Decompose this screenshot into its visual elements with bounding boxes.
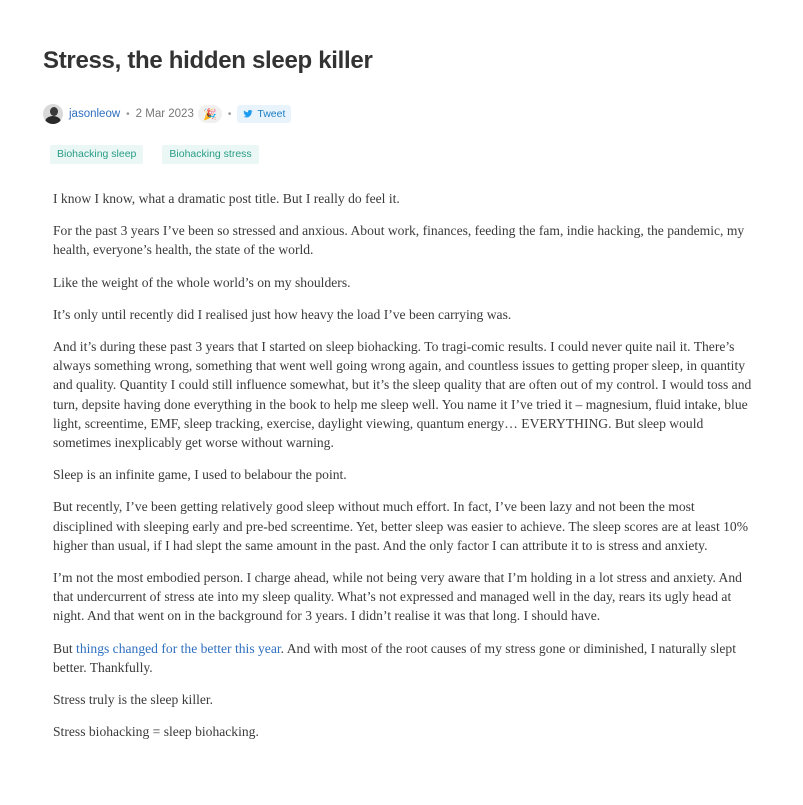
post-body xyxy=(53,189,753,754)
paragraph: Like the weight of the whole world’s on my shoulders. xyxy=(53,274,351,290)
author-link[interactable]: jasonleow xyxy=(69,108,121,120)
separator-dot: • xyxy=(126,108,130,120)
post-date: 2 Mar 2023 xyxy=(135,108,194,120)
paragraph: For the past 3 years I’ve been so stressed and anxious. About work, finances, feeding the fam, indie hacking, the pandemic, my health, everyone’s health, the state of the world. xyxy=(53,223,745,258)
paragraph: Stress biohacking = sleep biohacking. xyxy=(53,724,259,740)
things-changed-link[interactable]: things changed for the better this year xyxy=(76,640,281,656)
paragraph-text: . And with most of the root causes of my stress gone or diminished, I naturally slept better. Thankfully. xyxy=(53,640,736,675)
paragraph: I know I know, what a dramatic post title. But I really do feel it. xyxy=(53,191,400,206)
paragraph-text: But xyxy=(53,640,77,656)
reaction-button[interactable] xyxy=(198,105,222,123)
tweet-label: Tweet xyxy=(257,108,286,120)
separator-dot: • xyxy=(227,108,232,120)
twitter-bird-icon xyxy=(243,109,253,119)
post-meta xyxy=(43,104,291,124)
party-popper-icon: 🎉 xyxy=(203,108,217,121)
tag-biohacking-sleep[interactable]: Biohacking sleep xyxy=(50,145,143,164)
author-avatar[interactable] xyxy=(43,104,63,124)
tag-biohacking-stress[interactable]: Biohacking stress xyxy=(162,145,258,164)
paragraph: But recently, I’ve been getting relatively good sleep without much effort. In fact, I’ve been lazy and not been the most disciplined with sleeping early and pre-bed screentime. Yet, better sleep was easier to achieve. The sleep scores are at least 10% higher than usual, if I had slept the same amount in the past. And the only factor I can attribute it to is stress and anxiety. xyxy=(53,499,749,553)
tweet-button[interactable] xyxy=(237,105,291,123)
post-title: Stress, the hidden sleep killer xyxy=(43,47,373,74)
paragraph: I’m not the most embodied person. I charge ahead, while not being very aware that I’m holding in a lot stress and anxiety. And that undercurrent of stress ate into my sleep quality. What’s not expressed and managed well in the day, rears its ugly head at night. And that went on in the background for 3 years. I didn’t realise it was that long. I should have. xyxy=(53,570,742,624)
tag-list xyxy=(50,145,278,164)
paragraph: It’s only until recently did I realised just how heavy the load I’ve been carrying was. xyxy=(53,306,512,322)
paragraph: Sleep is an infinite game, I used to belabour the point. xyxy=(53,467,347,483)
paragraph: Stress truly is the sleep killer. xyxy=(53,692,214,708)
paragraph: And it’s during these past 3 years that I started on sleep biohacking. To tragi-comic results. I could never quite nail it. There’s always something wrong, something that went well going wrong again, and countless issues to getting proper sleep, in quantity and quality. Quantity I could still influence somewhat, but it’s the sleep quality that are often out of my control. I would toss and turn, depsite having done everything in the book to help me sleep well. You name it I’ve tried it – magnesium, fluid intake, blue light, screentime, EMF, sleep tracking, exercise, daylight viewing, quantum energy… EVERYTHING. But sleep would sometimes inexplicably get worse without warning. xyxy=(53,339,752,451)
paragraph xyxy=(53,639,753,677)
